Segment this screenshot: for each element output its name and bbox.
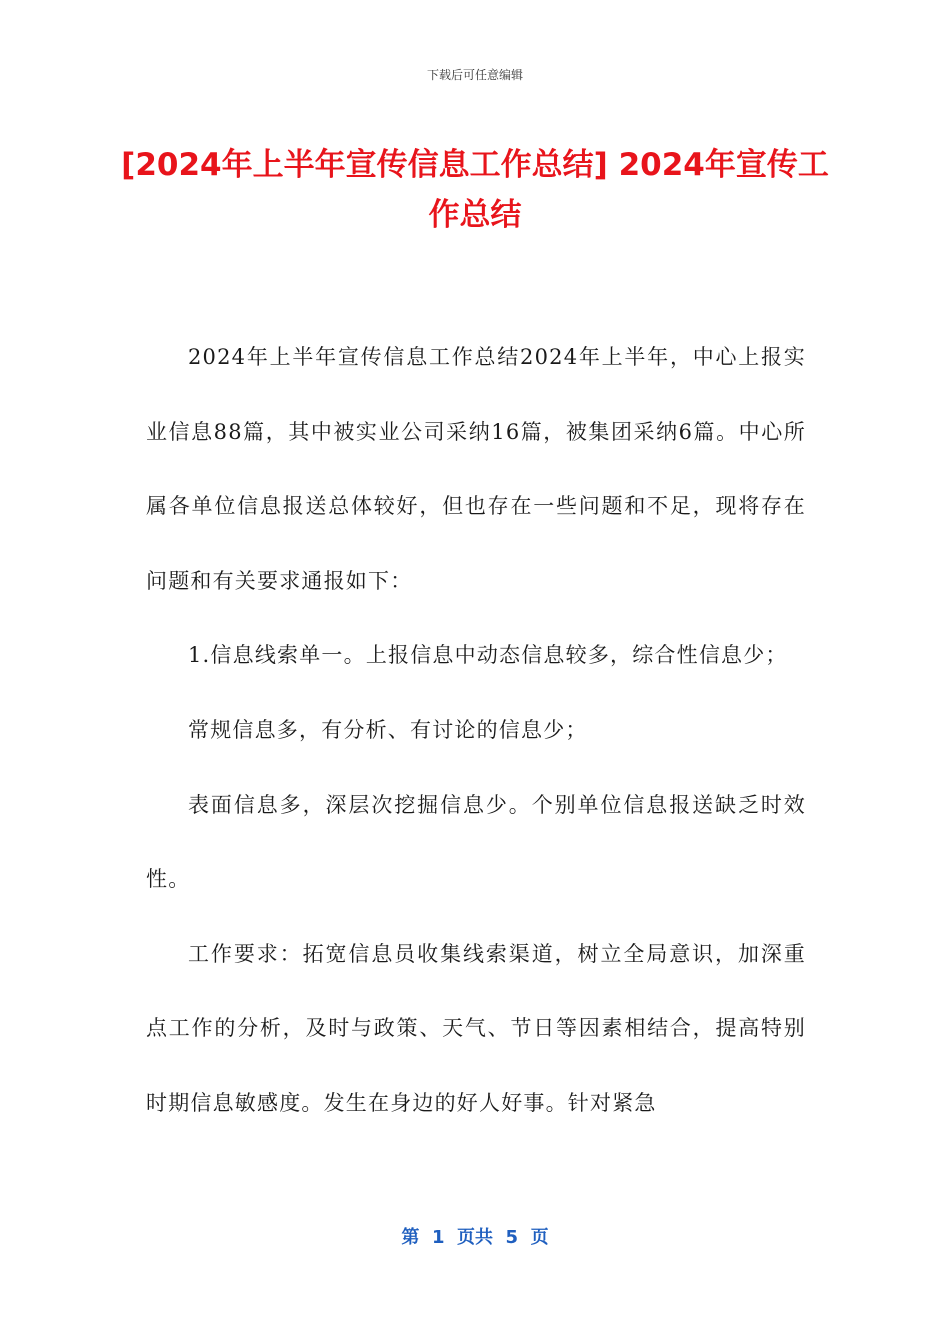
document-title: [2024年上半年宣传信息工作总结] 2024年宣传工作总结 [121, 147, 829, 233]
page-number-footer: 第 1 页共 5 页 [401, 1227, 549, 1248]
body-paragraph-4: 表面信息多，深层次挖掘信息少。个别单位信息报送缺乏时效性。 [146, 792, 806, 892]
body-paragraph-1: 2024年上半年宣传信息工作总结2024年上半年，中心上报实业信息88篇，其中被实业公司采纳16篇，被集团采纳6篇。中心所属各单位信息报送总体较好，但也存在一些问题和不足，现将存在问题和有关要求通报如下： [146, 345, 806, 593]
body-paragraph-2: 1.信息线索单一。上报信息中动态信息较多，综合性信息少； [188, 643, 788, 668]
body-paragraph-3: 常规信息多，有分析、有讨论的信息少； [188, 717, 588, 742]
body-paragraph-5: 工作要求：拓宽信息员收集线索渠道，树立全局意识，加深重点工作的分析，及时与政策、天气、节日等因素相结合，提高特别时期信息敏感度。发生在身边的好人好事。针对紧急 [146, 941, 806, 1115]
page-header-note: 下载后可任意编辑 [426, 68, 523, 82]
document-body [146, 320, 806, 1141]
